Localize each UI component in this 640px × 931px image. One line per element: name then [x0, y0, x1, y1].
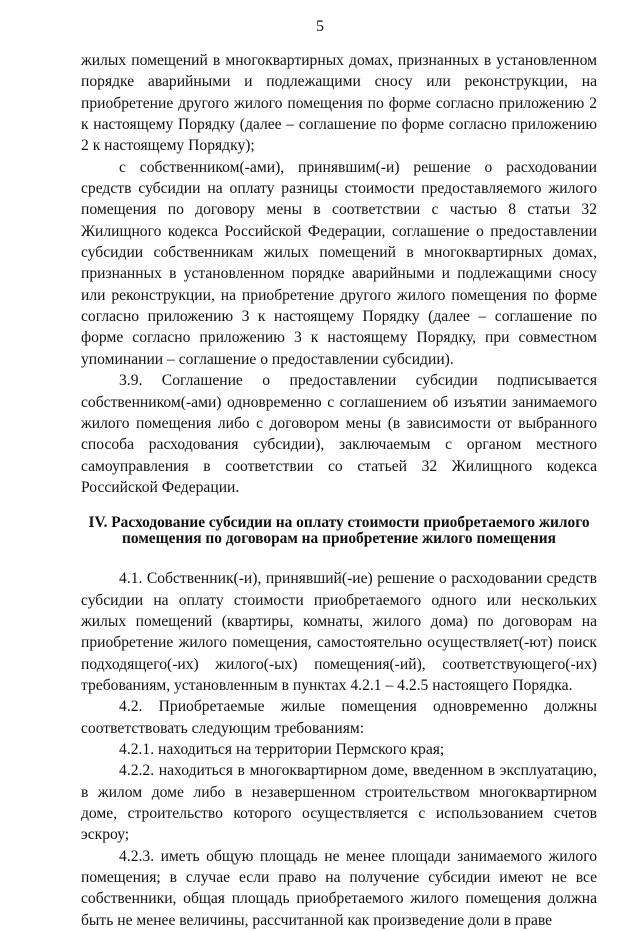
paragraph-4-2-3: 4.2.3. иметь общую площадь не менее площади занимаемого жилого помещения; в случае если право на получение субсидии имеют не все собственники, общая площадь приобретаемого жилого помещения должна быть не менее величины, рассчитанной как произведение доли в праве [81, 847, 597, 929]
paragraph-4-2: 4.2. Приобретаемые жилые помещения одновременно должны соответствовать следующим требованиям: [81, 698, 597, 737]
paragraph-4-1: 4.1. Собственник(-и), принявший(-ие) решение о расходовании средств субсидии на оплату стоимости приобретаемого одного или нескольких жилых помещений (квартиры, комнаты, жилого дома) по договорам на приобретение жилого помещения, самостоятельно осуществляет(-ют) поиск подходящего(-их) жилого(-ых) помещения(-ий), соответствующего(-их) требованиям, установленным в пунктах 4.2.1 – 4.2.5 настоящего Порядка. [81, 570, 597, 694]
section-heading: IV. Расходование субсидии на оплату стоимости приобретаемого жилого помещения по договорам на приобретение жилого помещения [88, 514, 590, 548]
paragraph-continuation: жилых помещений в многоквартирных домах, признанных в установленном порядке аварийными и подлежащими сносу или реконструкции, на приобретение другого жилого помещения по форме согласно приложению 2 к настоящему Порядку (далее – соглашение по форме согласно приложению 2 к настоящему Порядку); [81, 52, 597, 155]
paragraph-3-9: 3.9. Соглашение о предоставлении субсидии подписывается собственником(-ами) одновременно с соглашением об изъятии занимаемого жилого помещения либо с договором мены (в зависимости от выбранного способа расходования субсидии), заключаемым с органом местного самоуправления в соответствии со статьей 32 Жилищного кодекса Российской Федерации. [81, 372, 597, 496]
page-number: 5 [316, 18, 324, 35]
paragraph-4-2-1: 4.2.1. находиться на территории Пермского края; [119, 740, 445, 758]
paragraph-owner-exchange: с собственником(-ами), принявшим(-и) решение о расходовании средств субсидии на оплату разницы стоимости предоставляемого жилого помещения по договору мены в соответствии с частью 8 статьи 32 Жилищного кодекса Российской Федерации, соглашение о предоставлении субсидии собственникам жилых помещений в многоквартирных домах, признанных в установленном порядке аварийными и подлежащими сносу или реконструкции, на приобретение другого жилого помещения по форме согласно приложению 3 к настоящему Порядку (далее – соглашение по форме согласно приложению 3 к настоящему Порядку, при совместном упоминании – соглашение о предоставлении субсидии). [81, 158, 597, 368]
document-body [81, 50, 597, 931]
paragraph-4-2-2: 4.2.2. находиться в многоквартирном доме, введенном в эксплуатацию, в жилом доме либо в незавершенном строительством многоквартирном доме, строительство которого осуществляется с использованием счетов эскроу; [81, 762, 597, 844]
